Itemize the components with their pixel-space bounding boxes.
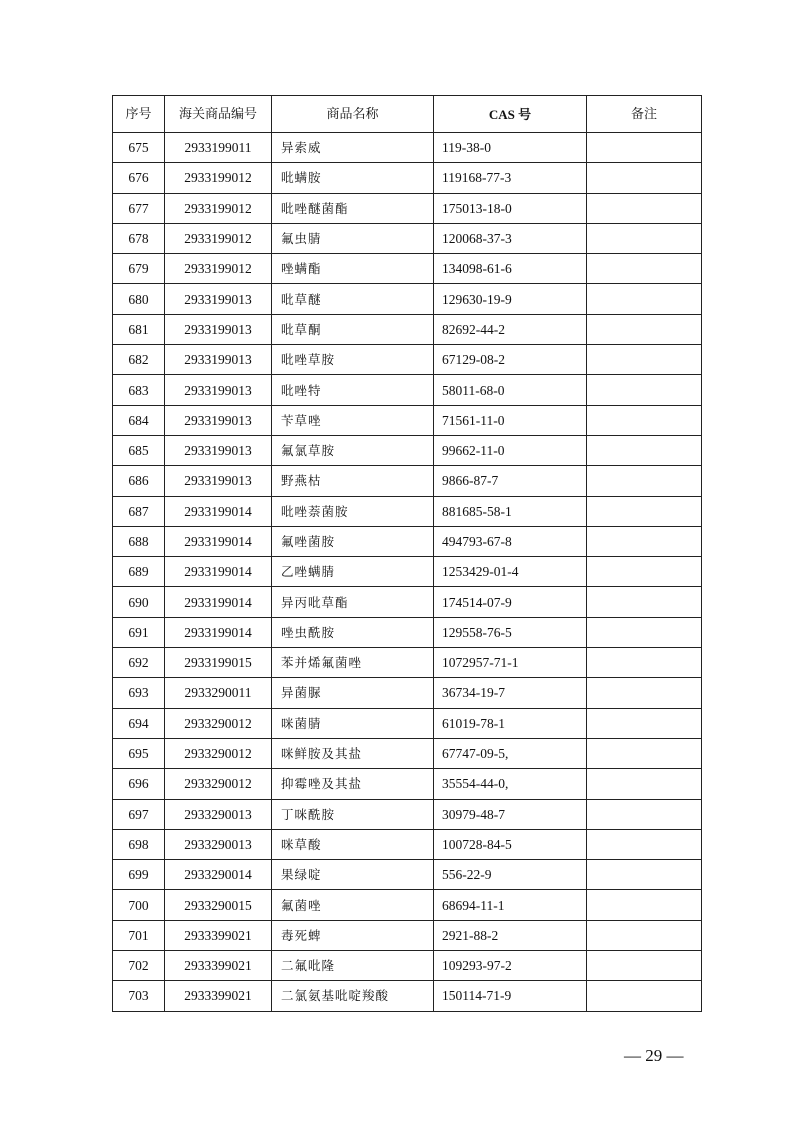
table-header bbox=[113, 96, 702, 133]
cell-remarks bbox=[587, 860, 702, 890]
cell-serial-number: 691 bbox=[113, 617, 165, 647]
cell-cas-number: 109293-97-2 bbox=[434, 951, 587, 981]
cell-product-name: 异丙吡草酯 bbox=[272, 587, 434, 617]
header-remarks: 备注 bbox=[587, 96, 702, 133]
cell-remarks bbox=[587, 799, 702, 829]
cell-customs-code: 2933199011 bbox=[165, 133, 272, 163]
cell-serial-number: 682 bbox=[113, 345, 165, 375]
cell-product-name: 唑虫酰胺 bbox=[272, 617, 434, 647]
cell-serial-number: 697 bbox=[113, 799, 165, 829]
cell-customs-code: 2933199012 bbox=[165, 223, 272, 253]
cell-serial-number: 687 bbox=[113, 496, 165, 526]
table-row bbox=[113, 799, 702, 829]
cell-customs-code: 2933399021 bbox=[165, 951, 272, 981]
cell-cas-number: 120068-37-3 bbox=[434, 223, 587, 253]
cell-serial-number: 679 bbox=[113, 254, 165, 284]
table-body bbox=[113, 133, 702, 1012]
cell-remarks bbox=[587, 587, 702, 617]
cell-customs-code: 2933199013 bbox=[165, 405, 272, 435]
cell-remarks bbox=[587, 738, 702, 768]
cell-product-name: 二氯氨基吡啶羧酸 bbox=[272, 981, 434, 1011]
cell-cas-number: 99662-11-0 bbox=[434, 435, 587, 465]
cell-cas-number: 119168-77-3 bbox=[434, 163, 587, 193]
cell-customs-code: 2933290012 bbox=[165, 769, 272, 799]
cell-product-name: 氟菌唑 bbox=[272, 890, 434, 920]
cell-customs-code: 2933290013 bbox=[165, 829, 272, 859]
cell-product-name: 氟唑菌胺 bbox=[272, 526, 434, 556]
cell-cas-number: 494793-67-8 bbox=[434, 526, 587, 556]
cell-remarks bbox=[587, 951, 702, 981]
cell-serial-number: 675 bbox=[113, 133, 165, 163]
cell-remarks bbox=[587, 133, 702, 163]
cell-remarks bbox=[587, 678, 702, 708]
cell-cas-number: 58011-68-0 bbox=[434, 375, 587, 405]
cell-serial-number: 700 bbox=[113, 890, 165, 920]
cell-customs-code: 2933199013 bbox=[165, 345, 272, 375]
header-cas-number: CAS 号 bbox=[434, 96, 587, 133]
table-row bbox=[113, 254, 702, 284]
cell-serial-number: 678 bbox=[113, 223, 165, 253]
cell-product-name: 二氟吡隆 bbox=[272, 951, 434, 981]
cell-product-name: 吡唑草胺 bbox=[272, 345, 434, 375]
cell-customs-code: 2933199012 bbox=[165, 193, 272, 223]
cell-product-name: 咪鲜胺及其盐 bbox=[272, 738, 434, 768]
cell-cas-number: 556-22-9 bbox=[434, 860, 587, 890]
cell-product-name: 野燕枯 bbox=[272, 466, 434, 496]
cell-remarks bbox=[587, 920, 702, 950]
table-row bbox=[113, 314, 702, 344]
cell-customs-code: 2933199013 bbox=[165, 466, 272, 496]
cell-cas-number: 881685-58-1 bbox=[434, 496, 587, 526]
table-row bbox=[113, 769, 702, 799]
cell-remarks bbox=[587, 405, 702, 435]
table-row bbox=[113, 648, 702, 678]
cell-product-name: 异索威 bbox=[272, 133, 434, 163]
cell-serial-number: 695 bbox=[113, 738, 165, 768]
cell-product-name: 乙唑螨腈 bbox=[272, 557, 434, 587]
cell-cas-number: 35554-44-0, bbox=[434, 769, 587, 799]
cell-serial-number: 690 bbox=[113, 587, 165, 617]
table-row bbox=[113, 557, 702, 587]
cell-product-name: 咪菌腈 bbox=[272, 708, 434, 738]
cell-cas-number: 68694-11-1 bbox=[434, 890, 587, 920]
page-number: — 29 — bbox=[624, 1046, 684, 1065]
cell-remarks bbox=[587, 466, 702, 496]
cell-cas-number: 129630-19-9 bbox=[434, 284, 587, 314]
cell-remarks bbox=[587, 193, 702, 223]
cell-product-name: 苯并烯氟菌唑 bbox=[272, 648, 434, 678]
cell-product-name: 毒死蜱 bbox=[272, 920, 434, 950]
table-row bbox=[113, 738, 702, 768]
table-row bbox=[113, 920, 702, 950]
cell-product-name: 丁咪酰胺 bbox=[272, 799, 434, 829]
cell-remarks bbox=[587, 708, 702, 738]
cell-customs-code: 2933199014 bbox=[165, 617, 272, 647]
cell-cas-number: 61019-78-1 bbox=[434, 708, 587, 738]
cell-cas-number: 30979-48-7 bbox=[434, 799, 587, 829]
cell-customs-code: 2933199014 bbox=[165, 496, 272, 526]
cell-serial-number: 693 bbox=[113, 678, 165, 708]
cell-cas-number: 67747-09-5, bbox=[434, 738, 587, 768]
cell-remarks bbox=[587, 284, 702, 314]
cell-serial-number: 681 bbox=[113, 314, 165, 344]
cell-customs-code: 2933290011 bbox=[165, 678, 272, 708]
cell-customs-code: 2933399021 bbox=[165, 920, 272, 950]
cell-customs-code: 2933399021 bbox=[165, 981, 272, 1011]
cell-remarks bbox=[587, 254, 702, 284]
table-row bbox=[113, 163, 702, 193]
cell-product-name: 咪草酸 bbox=[272, 829, 434, 859]
cell-cas-number: 2921-88-2 bbox=[434, 920, 587, 950]
cell-serial-number: 688 bbox=[113, 526, 165, 556]
cell-customs-code: 2933290012 bbox=[165, 738, 272, 768]
cell-customs-code: 2933199013 bbox=[165, 435, 272, 465]
cell-product-name: 吡唑萘菌胺 bbox=[272, 496, 434, 526]
cell-serial-number: 689 bbox=[113, 557, 165, 587]
table-row bbox=[113, 435, 702, 465]
cell-cas-number: 71561-11-0 bbox=[434, 405, 587, 435]
table-row bbox=[113, 375, 702, 405]
cell-serial-number: 694 bbox=[113, 708, 165, 738]
cell-remarks bbox=[587, 981, 702, 1011]
table-row bbox=[113, 345, 702, 375]
cell-customs-code: 2933199014 bbox=[165, 526, 272, 556]
cell-remarks bbox=[587, 557, 702, 587]
cell-product-name: 唑螨酯 bbox=[272, 254, 434, 284]
table-row bbox=[113, 496, 702, 526]
cell-cas-number: 174514-07-9 bbox=[434, 587, 587, 617]
table-row bbox=[113, 617, 702, 647]
cell-remarks bbox=[587, 223, 702, 253]
table-row bbox=[113, 678, 702, 708]
table-row bbox=[113, 587, 702, 617]
cell-customs-code: 2933290012 bbox=[165, 708, 272, 738]
header-customs-code: 海关商品编号 bbox=[165, 96, 272, 133]
cell-serial-number: 698 bbox=[113, 829, 165, 859]
table-row bbox=[113, 708, 702, 738]
cell-customs-code: 2933199012 bbox=[165, 254, 272, 284]
cell-customs-code: 2933199013 bbox=[165, 375, 272, 405]
cell-product-name: 氟虫腈 bbox=[272, 223, 434, 253]
cell-serial-number: 701 bbox=[113, 920, 165, 950]
cell-product-name: 氟氯草胺 bbox=[272, 435, 434, 465]
cell-cas-number: 100728-84-5 bbox=[434, 829, 587, 859]
cell-serial-number: 685 bbox=[113, 435, 165, 465]
cell-serial-number: 703 bbox=[113, 981, 165, 1011]
cell-product-name: 果绿啶 bbox=[272, 860, 434, 890]
cell-customs-code: 2933290013 bbox=[165, 799, 272, 829]
cell-customs-code: 2933290015 bbox=[165, 890, 272, 920]
cell-remarks bbox=[587, 435, 702, 465]
cell-cas-number: 150114-71-9 bbox=[434, 981, 587, 1011]
cell-customs-code: 2933199012 bbox=[165, 163, 272, 193]
cell-serial-number: 676 bbox=[113, 163, 165, 193]
table-row bbox=[113, 829, 702, 859]
cell-remarks bbox=[587, 648, 702, 678]
cell-remarks bbox=[587, 890, 702, 920]
cell-product-name: 吡螨胺 bbox=[272, 163, 434, 193]
cell-cas-number: 1253429-01-4 bbox=[434, 557, 587, 587]
table-row bbox=[113, 405, 702, 435]
cell-serial-number: 686 bbox=[113, 466, 165, 496]
cell-customs-code: 2933199014 bbox=[165, 557, 272, 587]
cell-serial-number: 696 bbox=[113, 769, 165, 799]
table-row bbox=[113, 860, 702, 890]
cell-cas-number: 82692-44-2 bbox=[434, 314, 587, 344]
table-row bbox=[113, 981, 702, 1011]
cell-remarks bbox=[587, 345, 702, 375]
cell-serial-number: 699 bbox=[113, 860, 165, 890]
cell-product-name: 抑霉唑及其盐 bbox=[272, 769, 434, 799]
cell-cas-number: 36734-19-7 bbox=[434, 678, 587, 708]
header-row bbox=[113, 96, 702, 133]
cell-customs-code: 2933199013 bbox=[165, 314, 272, 344]
cell-product-name: 苄草唑 bbox=[272, 405, 434, 435]
cell-cas-number: 9866-87-7 bbox=[434, 466, 587, 496]
cell-serial-number: 702 bbox=[113, 951, 165, 981]
table-row bbox=[113, 526, 702, 556]
table-row bbox=[113, 951, 702, 981]
cell-remarks bbox=[587, 617, 702, 647]
header-product-name: 商品名称 bbox=[272, 96, 434, 133]
cell-cas-number: 119-38-0 bbox=[434, 133, 587, 163]
cell-customs-code: 2933199014 bbox=[165, 587, 272, 617]
cell-cas-number: 129558-76-5 bbox=[434, 617, 587, 647]
cell-customs-code: 2933199015 bbox=[165, 648, 272, 678]
cell-remarks bbox=[587, 496, 702, 526]
table-row bbox=[113, 133, 702, 163]
cell-customs-code: 2933199013 bbox=[165, 284, 272, 314]
cell-serial-number: 680 bbox=[113, 284, 165, 314]
cell-remarks bbox=[587, 375, 702, 405]
cell-product-name: 异菌脲 bbox=[272, 678, 434, 708]
cell-remarks bbox=[587, 526, 702, 556]
cell-customs-code: 2933290014 bbox=[165, 860, 272, 890]
chemical-list-table bbox=[112, 95, 702, 1012]
table-row bbox=[113, 284, 702, 314]
header-serial-number: 序号 bbox=[113, 96, 165, 133]
cell-remarks bbox=[587, 314, 702, 344]
table-row bbox=[113, 193, 702, 223]
cell-remarks bbox=[587, 163, 702, 193]
cell-product-name: 吡唑特 bbox=[272, 375, 434, 405]
cell-serial-number: 683 bbox=[113, 375, 165, 405]
cell-cas-number: 67129-08-2 bbox=[434, 345, 587, 375]
cell-remarks bbox=[587, 769, 702, 799]
cell-product-name: 吡草醚 bbox=[272, 284, 434, 314]
cell-product-name: 吡唑醚菌酯 bbox=[272, 193, 434, 223]
cell-serial-number: 684 bbox=[113, 405, 165, 435]
cell-product-name: 吡草酮 bbox=[272, 314, 434, 344]
cell-serial-number: 692 bbox=[113, 648, 165, 678]
cell-cas-number: 134098-61-6 bbox=[434, 254, 587, 284]
cell-cas-number: 1072957-71-1 bbox=[434, 648, 587, 678]
cell-cas-number: 175013-18-0 bbox=[434, 193, 587, 223]
table-row bbox=[113, 223, 702, 253]
cell-remarks bbox=[587, 829, 702, 859]
table-row bbox=[113, 466, 702, 496]
cell-serial-number: 677 bbox=[113, 193, 165, 223]
table-row bbox=[113, 890, 702, 920]
